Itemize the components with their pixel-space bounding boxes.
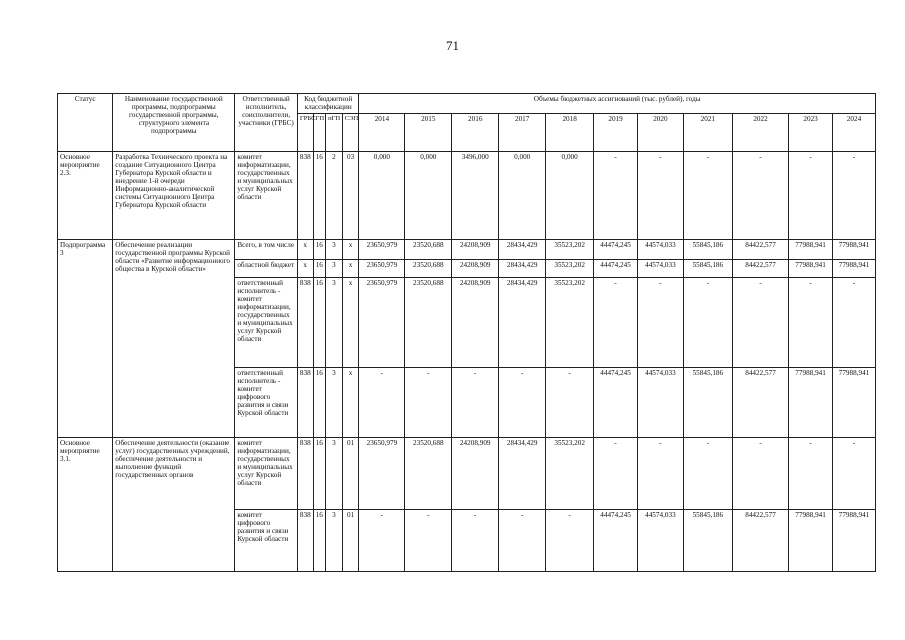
code-grbs: x bbox=[297, 260, 313, 278]
code-sep: x bbox=[342, 278, 359, 368]
value-cell: 35523,202 bbox=[546, 438, 594, 510]
value-cell: 23520,688 bbox=[405, 438, 452, 510]
code-gp: 16 bbox=[313, 438, 326, 510]
value-cell: - bbox=[594, 278, 638, 368]
code-sep: 03 bbox=[342, 152, 359, 240]
value-cell: 23650,979 bbox=[359, 260, 405, 278]
header-code-pgp: пГП bbox=[326, 114, 343, 152]
row-executor: комитет цифрового развития и связи Курской области bbox=[235, 510, 298, 572]
value-cell: 0,000 bbox=[405, 152, 452, 240]
value-cell: 35523,202 bbox=[546, 240, 594, 260]
code-pgp: 3 bbox=[326, 260, 343, 278]
row-status: Основное мероприятие 3.1. bbox=[58, 438, 113, 572]
table-row bbox=[58, 240, 876, 260]
page-number: 71 bbox=[446, 38, 459, 53]
row-executor: областной бюджет bbox=[235, 260, 298, 278]
code-gp: 16 bbox=[313, 278, 326, 368]
value-cell: - bbox=[405, 510, 452, 572]
value-cell: 44474,245 bbox=[594, 260, 638, 278]
header-code-sep: СЭП bbox=[342, 114, 359, 152]
value-cell: - bbox=[594, 152, 638, 240]
value-cell: 24208,909 bbox=[452, 240, 499, 260]
value-cell: 24208,909 bbox=[452, 278, 499, 368]
value-cell: - bbox=[832, 438, 875, 510]
row-executor: комитет информатизации, государственных и муниципальных услуг Курской области bbox=[235, 152, 298, 240]
value-cell: 77988,941 bbox=[789, 510, 833, 572]
row-name: Обеспечение деятельности (оказание услуг) государственных учреждений, обеспечение деятельности и выполнение функций государственных органов bbox=[113, 438, 235, 572]
row-executor: ответственный исполнитель - комитет цифрового развития и связи Курской области bbox=[235, 368, 298, 438]
value-cell: 28434,429 bbox=[499, 438, 546, 510]
value-cell: - bbox=[637, 278, 683, 368]
value-cell: - bbox=[683, 438, 732, 510]
value-cell: 0,000 bbox=[359, 152, 405, 240]
value-cell: 28434,429 bbox=[499, 240, 546, 260]
value-cell: - bbox=[359, 510, 405, 572]
value-cell: - bbox=[452, 368, 499, 438]
value-cell: 55845,186 bbox=[683, 240, 732, 260]
value-cell: 28434,429 bbox=[499, 260, 546, 278]
value-cell: 44574,033 bbox=[637, 260, 683, 278]
header-volume-group: Объемы бюджетных ассигнований (тыс. рублей), годы bbox=[359, 94, 876, 114]
value-cell: 0,000 bbox=[499, 152, 546, 240]
value-cell: 35523,202 bbox=[546, 260, 594, 278]
code-pgp: 3 bbox=[326, 438, 343, 510]
code-grbs: 838 bbox=[297, 510, 313, 572]
header-year: 2021 bbox=[683, 114, 732, 152]
header-year: 2022 bbox=[732, 114, 788, 152]
value-cell: 44574,033 bbox=[637, 368, 683, 438]
value-cell: 77988,941 bbox=[789, 368, 833, 438]
value-cell: 0,000 bbox=[546, 152, 594, 240]
value-cell: - bbox=[637, 438, 683, 510]
value-cell: 35523,202 bbox=[546, 278, 594, 368]
header-year: 2018 bbox=[546, 114, 594, 152]
value-cell: - bbox=[789, 278, 833, 368]
value-cell: 77988,941 bbox=[789, 260, 833, 278]
value-cell: 44574,033 bbox=[637, 510, 683, 572]
code-pgp: 3 bbox=[326, 240, 343, 260]
value-cell: 77988,941 bbox=[832, 240, 875, 260]
code-pgp: 3 bbox=[326, 510, 343, 572]
row-executor: комитет информатизации, государственных и муниципальных услуг Курской области bbox=[235, 438, 298, 510]
row-executor: ответственный исполнитель - комитет информатизации, государственных и муниципальных услуг Курской области bbox=[235, 278, 298, 368]
value-cell: 77988,941 bbox=[832, 260, 875, 278]
value-cell: - bbox=[683, 152, 732, 240]
value-cell: 84422,577 bbox=[732, 510, 788, 572]
value-cell: 44474,245 bbox=[594, 510, 638, 572]
code-pgp: 2 bbox=[326, 152, 343, 240]
row-name: Обеспечение реализации государственной программы Курской области «Развитие информационного общества в Курской области» bbox=[113, 240, 235, 438]
code-sep: x bbox=[342, 240, 359, 260]
value-cell: 77988,941 bbox=[789, 240, 833, 260]
value-cell: 23650,979 bbox=[359, 438, 405, 510]
header-year: 2023 bbox=[789, 114, 833, 152]
budget-table bbox=[57, 93, 876, 572]
value-cell: - bbox=[832, 278, 875, 368]
value-cell: 3496,000 bbox=[452, 152, 499, 240]
header-year: 2019 bbox=[594, 114, 638, 152]
code-sep: 01 bbox=[342, 438, 359, 510]
table-row bbox=[58, 152, 876, 240]
header-year: 2024 bbox=[832, 114, 875, 152]
header-code-grbs: ГРБС bbox=[297, 114, 313, 152]
value-cell: 55845,186 bbox=[683, 510, 732, 572]
value-cell: - bbox=[732, 152, 788, 240]
header-code-group: Код бюджетной классификации bbox=[297, 94, 359, 114]
row-status: Подпрограмма 3 bbox=[58, 240, 113, 438]
header-year: 2015 bbox=[405, 114, 452, 152]
code-grbs: 838 bbox=[297, 152, 313, 240]
row-name: Разработка Технического проекта на создание Ситуационного Центра Губернатора Курской области и внедрение 1-й очереди Информационно-аналитической системы Ситуационного Центра Губернатора Курской области bbox=[113, 152, 235, 240]
value-cell: - bbox=[546, 510, 594, 572]
code-grbs: 838 bbox=[297, 368, 313, 438]
value-cell: 84422,577 bbox=[732, 240, 788, 260]
code-pgp: 3 bbox=[326, 368, 343, 438]
row-executor: Всего, в том числе bbox=[235, 240, 298, 260]
value-cell: 77988,941 bbox=[832, 510, 875, 572]
value-cell: - bbox=[683, 278, 732, 368]
header-name: Наименование государственной программы, подпрограммы государственной программы, структурного элемента подпрограммы bbox=[113, 94, 235, 152]
code-pgp: 3 bbox=[326, 278, 343, 368]
value-cell: - bbox=[499, 368, 546, 438]
value-cell: 23650,979 bbox=[359, 278, 405, 368]
value-cell: 55845,186 bbox=[683, 368, 732, 438]
code-grbs: 838 bbox=[297, 438, 313, 510]
code-gp: 16 bbox=[313, 240, 326, 260]
table-row bbox=[58, 438, 876, 510]
value-cell: 44574,033 bbox=[637, 240, 683, 260]
header-status: Статус bbox=[58, 94, 113, 152]
value-cell: 23650,979 bbox=[359, 240, 405, 260]
value-cell: - bbox=[637, 152, 683, 240]
value-cell: - bbox=[789, 438, 833, 510]
header-year: 2017 bbox=[499, 114, 546, 152]
value-cell: - bbox=[546, 368, 594, 438]
value-cell: - bbox=[832, 152, 875, 240]
value-cell: - bbox=[732, 438, 788, 510]
code-grbs: 838 bbox=[297, 278, 313, 368]
code-sep: 01 bbox=[342, 510, 359, 572]
value-cell: 23520,688 bbox=[405, 278, 452, 368]
value-cell: - bbox=[452, 510, 499, 572]
header-year: 2020 bbox=[637, 114, 683, 152]
code-gp: 16 bbox=[313, 510, 326, 572]
row-status: Основное мероприятие 2.3. bbox=[58, 152, 113, 240]
value-cell: - bbox=[359, 368, 405, 438]
value-cell: - bbox=[594, 438, 638, 510]
value-cell: 84422,577 bbox=[732, 368, 788, 438]
header-executor: Ответственный исполнитель, соисполнители, участники (ГРБС) bbox=[235, 94, 298, 152]
value-cell: 23520,688 bbox=[405, 260, 452, 278]
value-cell: - bbox=[789, 152, 833, 240]
value-cell: 44474,245 bbox=[594, 368, 638, 438]
header-code-gp: ГП bbox=[313, 114, 326, 152]
value-cell: 24208,909 bbox=[452, 260, 499, 278]
value-cell: 24208,909 bbox=[452, 438, 499, 510]
code-gp: 16 bbox=[313, 152, 326, 240]
value-cell: 55845,186 bbox=[683, 260, 732, 278]
value-cell: - bbox=[732, 278, 788, 368]
code-sep: x bbox=[342, 368, 359, 438]
header-year: 2016 bbox=[452, 114, 499, 152]
code-gp: 16 bbox=[313, 260, 326, 278]
value-cell: 44474,245 bbox=[594, 240, 638, 260]
value-cell: 28434,429 bbox=[499, 278, 546, 368]
code-grbs: x bbox=[297, 240, 313, 260]
value-cell: 77988,941 bbox=[832, 368, 875, 438]
code-gp: 16 bbox=[313, 368, 326, 438]
header-year: 2014 bbox=[359, 114, 405, 152]
value-cell: 23520,688 bbox=[405, 240, 452, 260]
value-cell: - bbox=[499, 510, 546, 572]
value-cell: 84422,577 bbox=[732, 260, 788, 278]
value-cell: - bbox=[405, 368, 452, 438]
code-sep: x bbox=[342, 260, 359, 278]
